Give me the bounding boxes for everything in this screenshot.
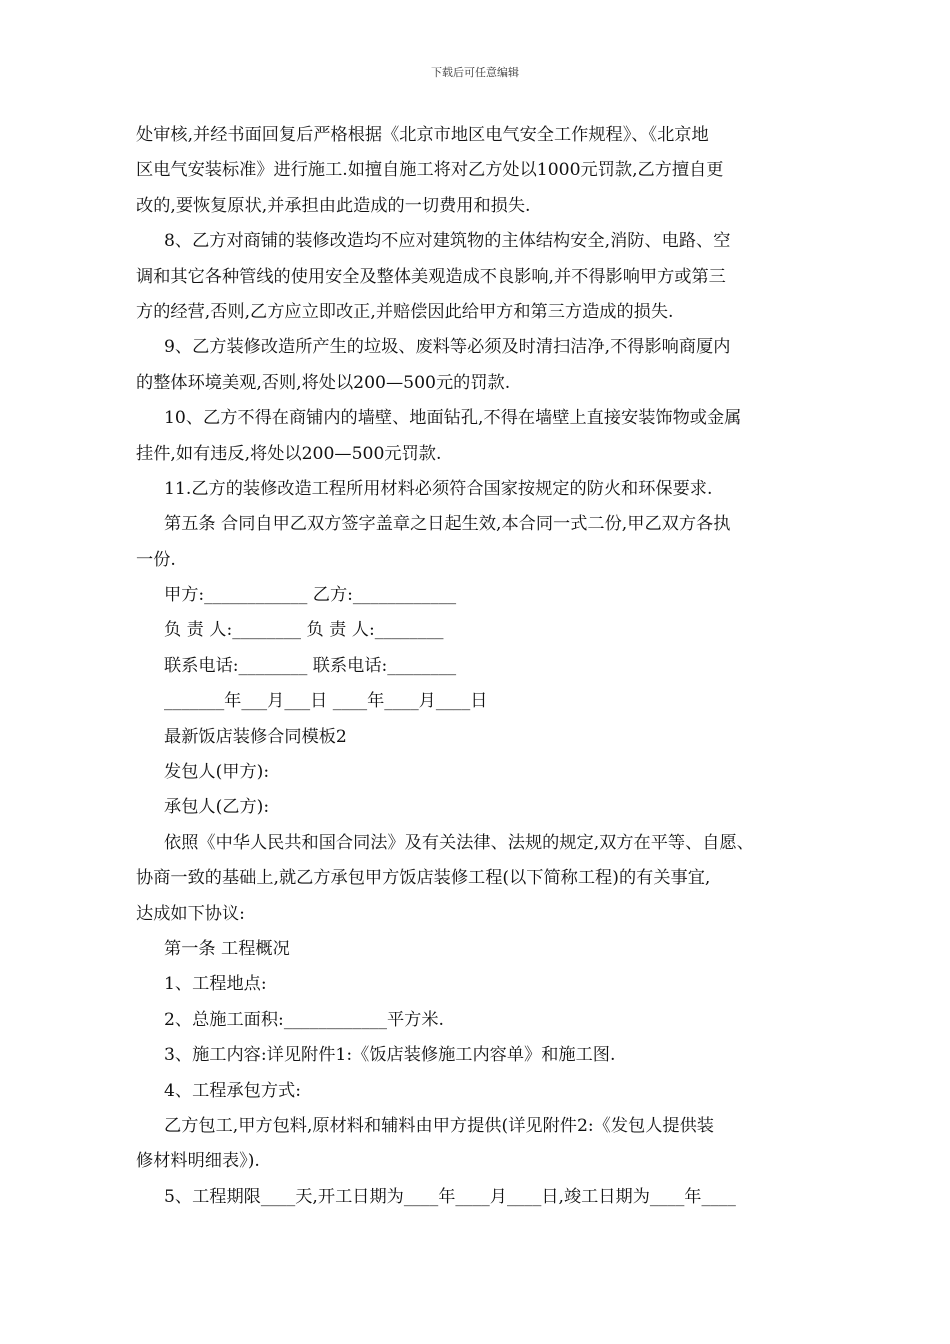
paragraph-line: 4、工程承包方式: bbox=[164, 1080, 302, 1101]
paragraph-line: 8、乙方对商铺的装修改造均不应对建筑物的主体结构安全,消防、电路、空 bbox=[164, 231, 731, 252]
paragraph-line: 区电气安装标准》进行施工.如擅自施工将对乙方处以1000元罚款,乙方擅自更 bbox=[136, 160, 724, 181]
paragraph-line: 修材料明细表》). bbox=[136, 1151, 260, 1172]
paragraph-line: 9、乙方装修改造所产生的垃圾、废料等必须及时清扫洁净,不得影响商厦内 bbox=[164, 337, 731, 358]
paragraph-line: 处审核,并经书面回复后严格根据《北京市地区电气安全工作规程》、《北京地 bbox=[136, 125, 709, 145]
paragraph-line: 承包人(乙方): bbox=[164, 797, 270, 818]
paragraph-line: 1、工程地点: bbox=[164, 974, 267, 995]
paragraph-line: 一份. bbox=[136, 549, 176, 570]
paragraph-line: 2、总施工面积:____________平方米. bbox=[164, 1009, 445, 1030]
paragraph-line: 的整体环境美观,否则,将处以200—500元的罚款. bbox=[136, 372, 511, 393]
paragraph-line: 乙方包工,甲方包料,原材料和辅料由甲方提供(详见附件2:《发包人提供装 bbox=[164, 1115, 714, 1136]
paragraph-line: 调和其它各种管线的使用安全及整体美观造成不良影响,并不得影响甲方或第三 bbox=[136, 266, 726, 287]
paragraph-line: 11.乙方的装修改造工程所用材料必须符合国家按规定的防火和环保要求. bbox=[164, 478, 713, 499]
document-body bbox=[136, 118, 826, 1215]
paragraph-line: 负 责 人:________ 负 责 人:________ bbox=[164, 620, 444, 641]
paragraph-line: 改的,要恢复原状,并承担由此造成的一切费用和损失. bbox=[136, 195, 531, 216]
paragraph-line: 方的经营,否则,乙方应立即改正,并赔偿因此给甲方和第三方造成的损失. bbox=[136, 301, 674, 322]
paragraph-line: 5、工程期限____天,开工日期为____年____月____日,竣工日期为____年____ bbox=[164, 1186, 736, 1207]
paragraph-line: 协商一致的基础上,就乙方承包甲方饭店装修工程(以下简称工程)的有关事宜, bbox=[136, 868, 711, 889]
paragraph-line: 第五条 合同自甲乙双方签字盖章之日起生效,本合同一式二份,甲乙双方各执 bbox=[164, 514, 731, 535]
paragraph-line: 挂件,如有违反,将处以200—500元罚款. bbox=[136, 443, 442, 464]
page-header: 下载后可任意编辑 bbox=[431, 66, 519, 79]
paragraph-line: 3、施工内容:详见附件1:《饭店装修施工内容单》和施工图. bbox=[164, 1045, 616, 1066]
paragraph-line: 发包人(甲方): bbox=[164, 762, 270, 783]
paragraph-line: _______年___月___日 ____年____月____日 bbox=[164, 691, 488, 712]
paragraph-line: 第一条 工程概况 bbox=[164, 938, 290, 959]
paragraph-line: 10、乙方不得在商铺内的墙壁、地面钻孔,不得在墙壁上直接安装饰物或金属 bbox=[164, 408, 742, 429]
paragraph-line: 甲方:____________ 乙方:____________ bbox=[164, 585, 457, 606]
paragraph-line: 最新饭店装修合同模板2 bbox=[164, 726, 347, 747]
paragraph-line: 达成如下协议: bbox=[136, 903, 245, 924]
paragraph-line: 依照《中华人民共和国合同法》及有关法律、法规的规定,双方在平等、自愿、 bbox=[164, 832, 754, 853]
paragraph-line: 联系电话:________ 联系电话:________ bbox=[164, 655, 457, 676]
